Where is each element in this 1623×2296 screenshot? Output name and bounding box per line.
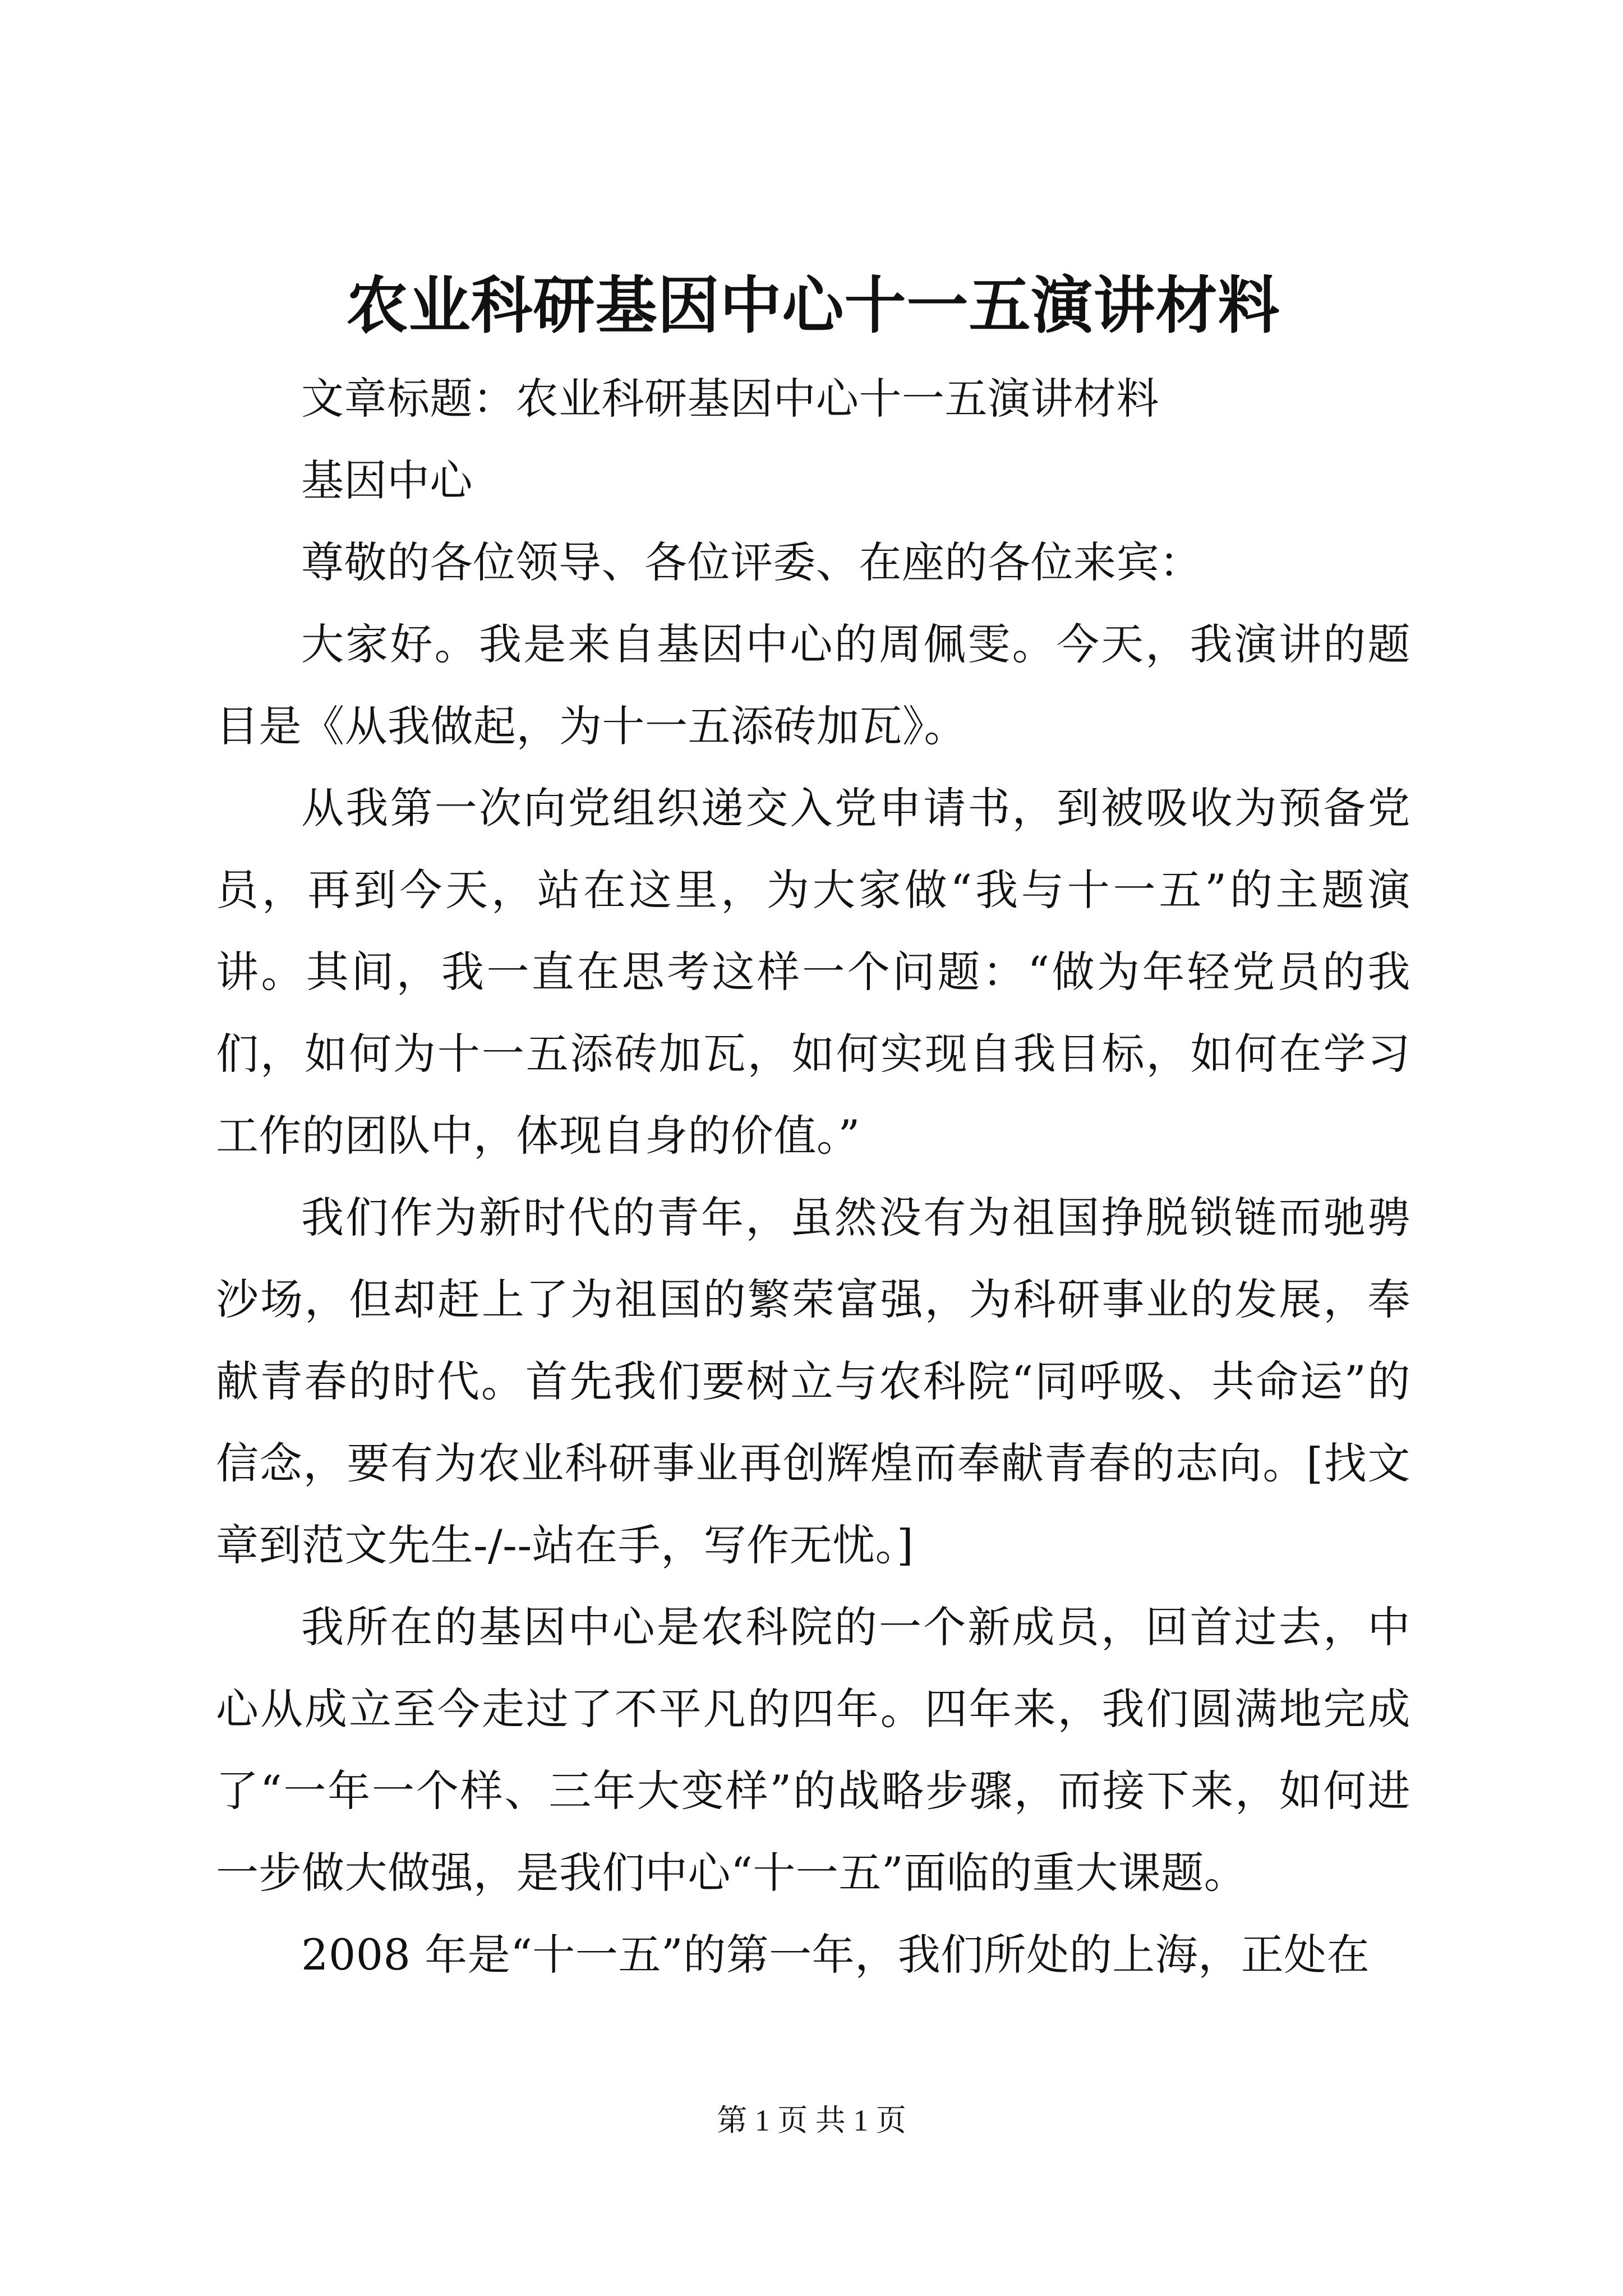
body-paragraph: 大家好。我是来自基因中心的周佩雯。今天，我演讲的题目是《从我做起，为十一五添砖加瓦》。 [216,619,1410,751]
page-number-footer: 第 1 页 共 1 页 [717,2104,906,2137]
document-body [216,264,1410,1996]
body-paragraph: 我们作为新时代的青年，虽然没有为祖国挣脱锁链而驰骋沙场，但却赶上了为祖国的繁荣富强，为科研事业的发展，奉献青春的时代。首先我们要树立与农科院“同呼吸、共命运”的信念，要有为农业科研事业再创辉煌而奉献青春的志向。[找文章到范文先生-/--站在手，写作无忧。] [216,1193,1410,1570]
body-paragraph: 从我第一次向党组织递交入党申请书，到被吸收为预备党员，再到今天，站在这里，为大家做“我与十一五”的主题演讲。其间，我一直在思考这样一个问题：“做为年轻党员的我们，如何为十一五添砖加瓦，如何实现自我目标，如何在学习工作的团队中，体现自身的价值。” [216,783,1410,1161]
article-title-line: 文章标题：农业科研基因中心十一五演讲材料 [301,374,1159,424]
document-title: 农业科研基因中心十一五演讲材料 [346,269,1280,342]
author-unit-line: 基因中心 [301,455,473,505]
salutation-paragraph: 尊敬的各位领导、各位评委、在座的各位来宾： [301,537,1202,587]
body-paragraph: 我所在的基因中心是农科院的一个新成员，回首过去，中心从成立至今走过了不平凡的四年。四年来，我们圆满地完成了“一年一个样、三年大变样”的战略步骤，而接下来，如何进一步做大做强，是我们中心“十一五”面临的重大课题。 [216,1602,1410,1898]
body-paragraph: 2008 年是“十一五”的第一年，我们所处的上海，正处在 [301,1930,1370,1980]
